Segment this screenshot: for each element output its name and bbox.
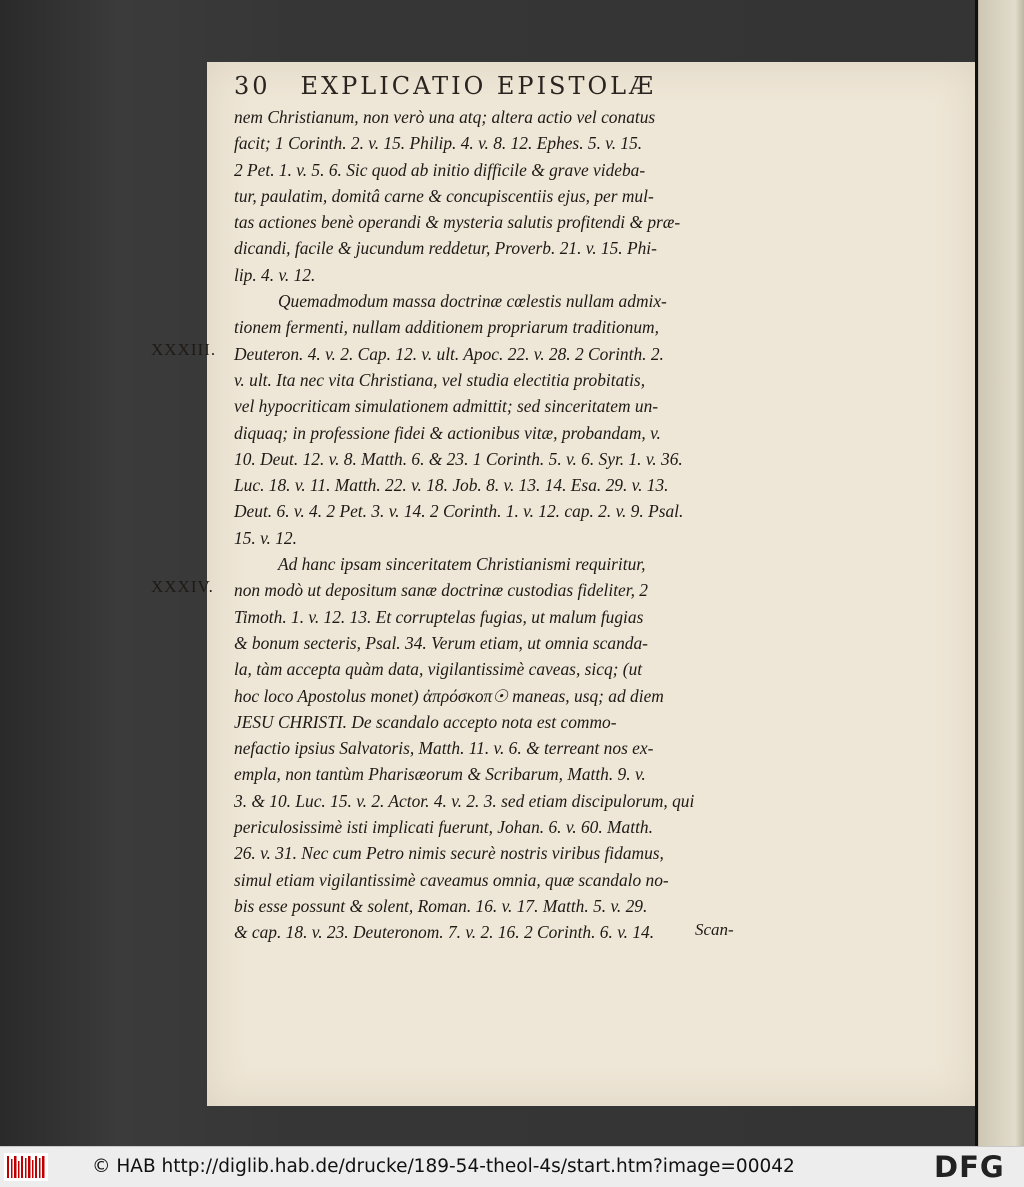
text-line: bis esse possunt & solent, Roman. 16. v. 17. Matth. 5. v. 29. [234, 895, 648, 916]
hab-barcode-logo-icon [4, 1153, 48, 1181]
text-line: non modò ut depositum sanæ doctrinæ custodias fideliter, 2 [234, 580, 648, 601]
text-line: tionem fermenti, nullam additionem propriarum traditionum, [234, 317, 659, 338]
text-line: dicandi, facile & jucundum reddetur, Proverb. 21. v. 15. Phi- [234, 238, 657, 259]
text-line: la, tàm accepta quàm data, vigilantissimè caveas, sicq; (ut [234, 659, 643, 680]
text-line: 3. & 10. Luc. 15. v. 2. Actor. 4. v. 2. 3. sed etiam discipulorum, qui [234, 790, 695, 811]
text-line: diquaq; in professione fidei & actionibus vitæ, probandam, v. [234, 422, 661, 443]
viewer-footer [0, 1146, 1024, 1187]
text-line: empla, non tantùm Pharisæorum & Scribarum, Matth. 9. v. [234, 764, 646, 785]
text-line: tur, paulatim, domitâ carne & concupiscentiis ejus, per mul- [234, 185, 654, 206]
facing-page-edge [975, 0, 1024, 1146]
text-line: Deut. 6. v. 4. 2 Pet. 3. v. 14. 2 Corinth. 1. v. 12. cap. 2. v. 9. Psal. [234, 501, 684, 522]
text-line: nefactio ipsius Salvatoris, Matth. 11. v. 6. & terreant nos ex- [234, 738, 654, 759]
text-line: 10. Deut. 12. v. 8. Matth. 6. & 23. 1 Corinth. 5. v. 6. Syr. 1. v. 36. [234, 448, 683, 469]
page-number: 30 [234, 72, 271, 100]
text-line: & bonum secteris, Psal. 34. Verum etiam, ut omnia scanda- [234, 632, 648, 653]
catchword: Scan- [695, 920, 734, 939]
text-line: vel hypocriticam simulationem admittit; sed sinceritatem un- [234, 396, 659, 417]
section-number-xxxiv: XXXIV. [151, 577, 214, 596]
text-line: simul etiam vigilantissimè caveamus omnia, quæ scandalo no- [234, 869, 669, 890]
text-line: Timoth. 1. v. 12. 13. Et corruptelas fugias, ut malum fugias [234, 606, 644, 627]
page-header [234, 72, 656, 100]
copyright-url: © HAB http://diglib.hab.de/drucke/189-54-theol-4s/start.htm?image=00042 [92, 1156, 795, 1177]
text-line: Luc. 18. v. 11. Matth. 22. v. 18. Job. 8. v. 13. 14. Esa. 29. v. 13. [234, 475, 669, 496]
text-line: JESU CHRISTI. De scandalo accepto nota est commo- [234, 711, 617, 732]
text-line: 2 Pet. 1. v. 5. 6. Sic quod ab initio difficile & grave videba- [234, 159, 646, 180]
text-line: Quemadmodum massa doctrinæ cœlestis nullam admix- [278, 291, 667, 312]
text-line: 26. v. 31. Nec cum Petro nimis securè nostris viribus fidamus, [234, 843, 664, 864]
body-text [234, 104, 734, 946]
text-line: 15. v. 12. [234, 527, 297, 548]
text-line: tas actiones benè operandi & mysteria salutis profitendi & præ- [234, 212, 681, 233]
text-line: hoc loco Apostolus monet) ἀπρόσκοπ☉ maneas, usq; ad diem [234, 685, 664, 706]
text-line: v. ult. Ita nec vita Christiana, vel studia electitia probitatis, [234, 369, 646, 390]
running-head: EXPLICATIO EPISTOLÆ [300, 72, 657, 100]
text-line: & cap. 18. v. 23. Deuteronom. 7. v. 2. 16. 2 Corinth. 6. v. 14. [234, 922, 655, 943]
text-line: Ad hanc ipsam sinceritatem Christianismi requiritur, [278, 554, 646, 575]
text-line: facit; 1 Corinth. 2. v. 15. Philip. 4. v. 8. 12. Ephes. 5. v. 15. [234, 133, 643, 154]
text-line: lip. 4. v. 12. [234, 264, 316, 285]
dfg-logo: DFG [934, 1150, 1005, 1184]
section-number-xxxiii: XXXIII. [151, 340, 217, 359]
text-line: nem Christianum, non verò una atq; altera actio vel conatus [234, 107, 656, 127]
text-line: periculosissimè isti implicati fuerunt, Johan. 6. v. 60. Matth. [234, 817, 653, 838]
text-line: Deuteron. 4. v. 2. Cap. 12. v. ult. Apoc. 22. v. 28. 2 Corinth. 2. [234, 343, 664, 364]
